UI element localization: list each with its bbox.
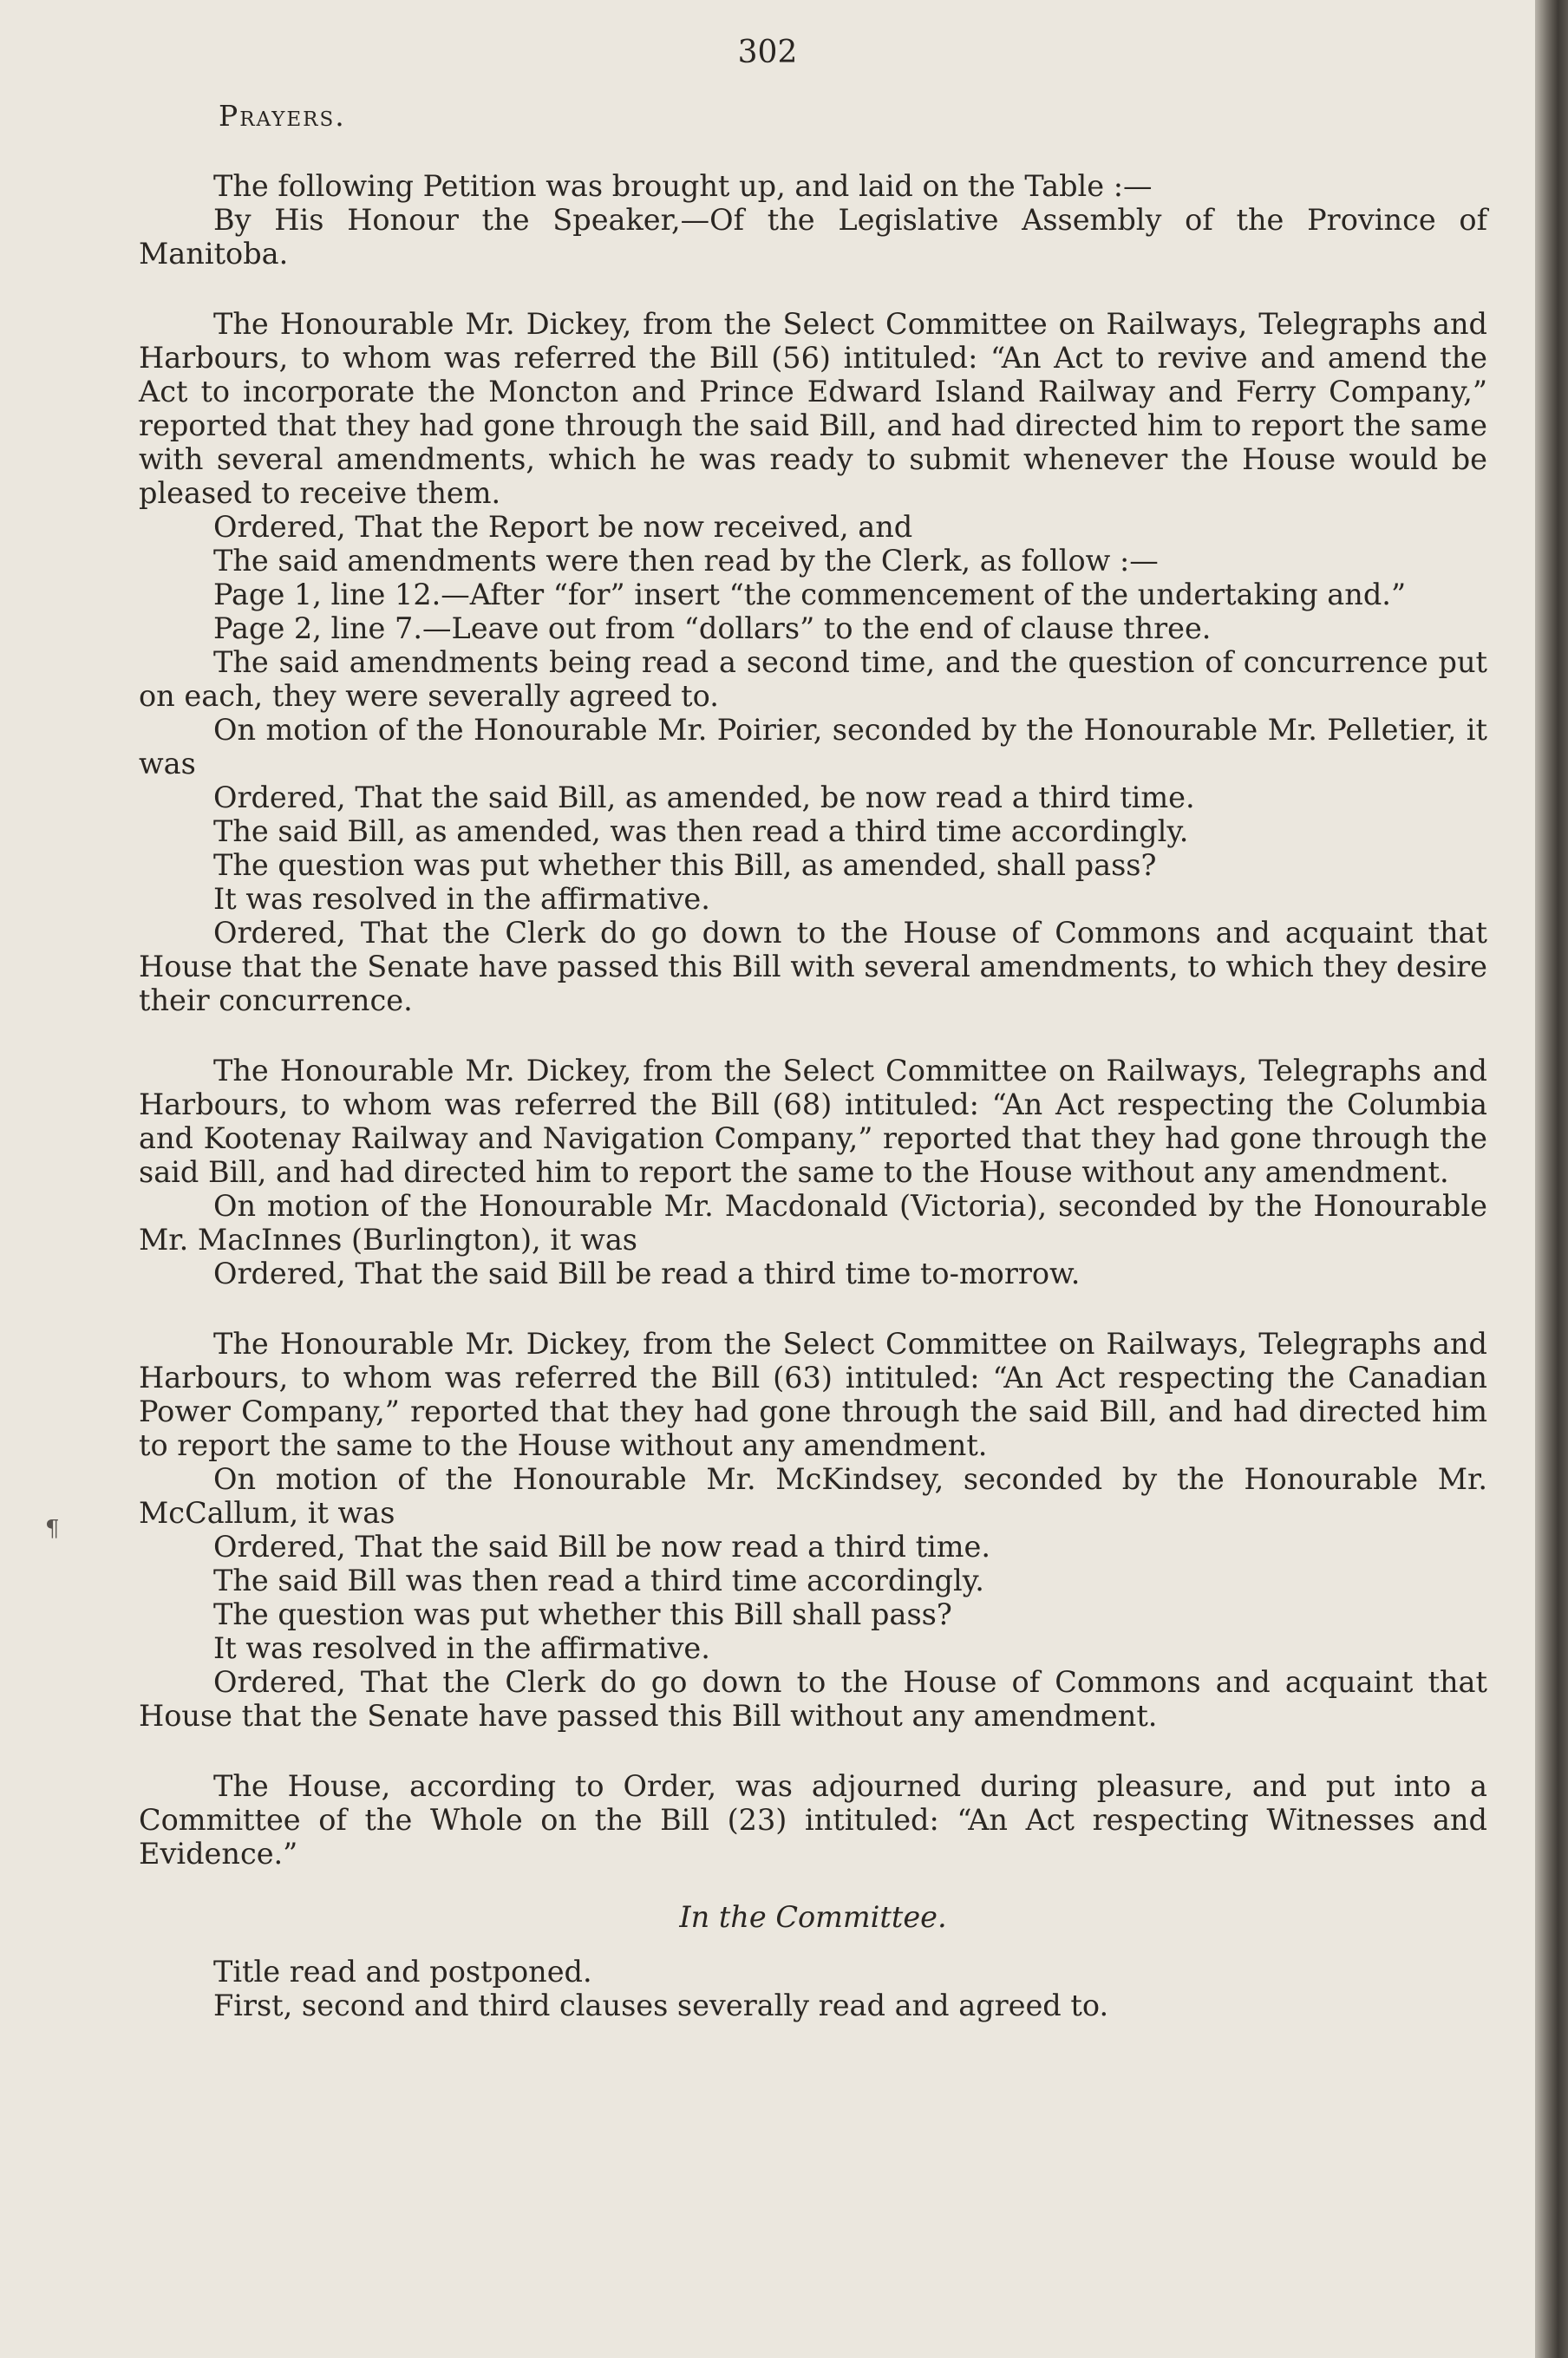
paragraph: The following Petition was brought up, and laid on the Table :— <box>213 169 1153 203</box>
page-number: 302 <box>737 35 798 70</box>
paragraph: On motion of the Honourable Mr. Macdonald (Victoria), seconded by the Honourable Mr. MacInnes (Burlington), it was <box>139 1189 1487 1257</box>
book-binding-gutter <box>1535 0 1568 2358</box>
marginal-mark: ¶ <box>45 1516 60 1542</box>
paragraph: The said Bill, as amended, was then read a third time accordingly. <box>213 814 1189 848</box>
paragraph: Ordered, That the Report be now received, and <box>213 510 913 544</box>
paragraph: It was resolved in the affirmative. <box>213 882 710 916</box>
paragraph: Ordered, That the Clerk do go down to the House of Commons and acquaint that House that the Senate have passed this Bill without any amendment. <box>139 1665 1487 1733</box>
paragraph: The question was put whether this Bill, as amended, shall pass? <box>213 848 1157 882</box>
paragraph: On motion of the Honourable Mr. McKindsey, seconded by the Honourable Mr. McCallum, it was <box>139 1462 1487 1530</box>
paragraph: Ordered, That the Clerk do go down to the House of Commons and acquaint that House that the Senate have passed this Bill with several amendments, to which they desire their concurrence. <box>139 916 1487 1017</box>
paragraph: Page 1, line 12.—After “for” insert “the commencement of the undertaking and.” <box>213 578 1407 611</box>
document-body <box>139 87 1487 2022</box>
paragraph: It was resolved in the affirmative. <box>213 1631 710 1665</box>
paragraph: The said Bill was then read a third time accordingly. <box>213 1564 984 1597</box>
committee-heading: In the Committee. <box>679 1900 947 1934</box>
paragraph: The Honourable Mr. Dickey, from the Select Committee on Railways, Telegraphs and Harbours, to whom was referred the Bill (68) intituled: “An Act respecting the Columbia and Kootenay Railway and Navigation Company,” reported that they had gone through the said Bill, and had directed him to report the same to the House without any amendment. <box>139 1054 1487 1189</box>
paragraph: Title read and postponed. <box>213 1955 592 1989</box>
paragraph: On motion of the Honourable Mr. Poirier, seconded by the Honourable Mr. Pelletier, it was <box>139 713 1487 781</box>
paragraph: First, second and third clauses severally read and agreed to. <box>213 1989 1109 2022</box>
paragraph: By His Honour the Speaker,—Of the Legislative Assembly of the Province of Manitoba. <box>139 203 1487 271</box>
paragraph: Ordered, That the said Bill, as amended, be now read a third time. <box>213 781 1195 814</box>
paragraph: The Honourable Mr. Dickey, from the Select Committee on Railways, Telegraphs and Harbours, to whom was referred the Bill (56) intituled: “An Act to revive and amend the Act to incorporate the Moncton and Prince Edward Island Railway and Ferry Company,” reported that they had gone through the said Bill, and had directed him to report the same with several amendments, which he was ready to submit whenever the House would be pleased to receive them. <box>139 307 1487 510</box>
paragraph: Ordered, That the said Bill be now read a third time. <box>213 1530 991 1564</box>
paragraph: The House, according to Order, was adjourned during pleasure, and put into a Committee of the Whole on the Bill (23) intituled: “An Act respecting Witnesses and Evidence.” <box>139 1769 1487 1871</box>
section-heading: Prayers. <box>219 99 346 133</box>
paragraph: Page 2, line 7.—Leave out from “dollars” to the end of clause three. <box>213 611 1212 645</box>
paragraph: The Honourable Mr. Dickey, from the Select Committee on Railways, Telegraphs and Harbours, to whom was referred the Bill (63) intituled: “An Act respecting the Canadian Power Company,” reported that they had gone through the said Bill, and had directed him to report the same to the House without any amendment. <box>139 1327 1487 1462</box>
paragraph: The said amendments being read a second time, and the question of concurrence put on each, they were severally agreed to. <box>139 645 1487 713</box>
paragraph: The said amendments were then read by the Clerk, as follow :— <box>213 544 1159 578</box>
paragraph: The question was put whether this Bill shall pass? <box>213 1597 952 1631</box>
paragraph: Ordered, That the said Bill be read a third time to-morrow. <box>213 1257 1081 1290</box>
